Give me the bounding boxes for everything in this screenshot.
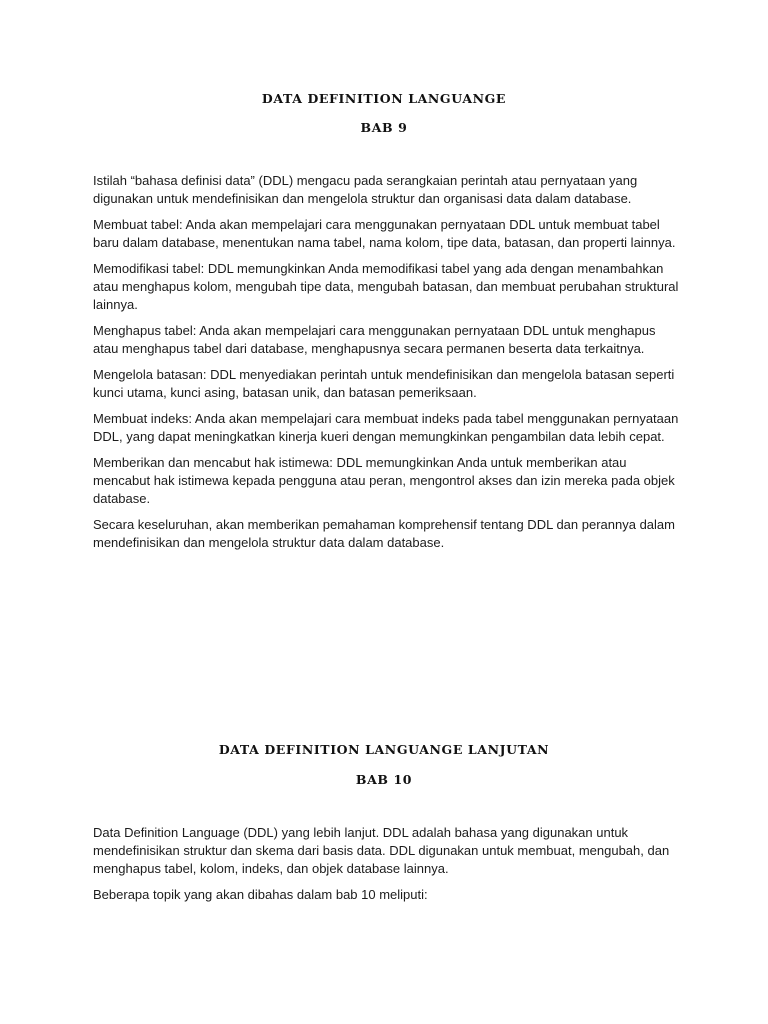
paragraph-topik: Beberapa topik yang akan dibahas dalam bab 10 meliputi: (93, 887, 428, 902)
paragraph-hak-istimewa: Memberikan dan mencabut hak istimewa: DDL memungkinkan Anda untuk memberikan atau mencabut hak istimewa kepada pengguna atau peran, mengontrol akses dan izin mereka pada objek database. (93, 455, 675, 506)
paragraph-intro: Istilah “bahasa definisi data” (DDL) mengacu pada serangkaian perintah atau pernyataan yang digunakan untuk mendefinisikan dan mengelola struktur dan organisasi data dalam database. (93, 173, 638, 206)
paragraph-ddl-lanjut: Data Definition Language (DDL) yang lebih lanjut. DDL adalah bahasa yang digunakan untuk mendefinisikan struktur dan skema dari basis data. DDL digunakan untuk membuat, mengubah, dan menghapus tabel, kolom, indeks, dan objek database lainnya. (93, 825, 670, 876)
chapter-label-bab10: BAB 10 (355, 772, 413, 787)
paragraph-membuat-tabel: Membuat tabel: Anda akan mempelajari cara menggunakan pernyataan DDL untuk membuat tabel baru dalam database, menentukan nama tabel, nama kolom, tipe data, batasan, dan properti lainnya. (93, 217, 676, 250)
section-body-bab9 (93, 172, 683, 560)
paragraph-kesimpulan: Secara keseluruhan, akan memberikan pemahaman komprehensif tentang DDL dan perannya dalam mendefinisikan dan mengelola struktur data dalam database. (93, 517, 675, 550)
paragraph-membuat-indeks: Membuat indeks: Anda akan mempelajari cara membuat indeks pada tabel menggunakan pernyataan DDL, yang dapat meningkatkan kinerja kueri dengan memungkinkan pengambilan data lebih cepat. (93, 411, 679, 444)
paragraph-menghapus-tabel: Menghapus tabel: Anda akan mempelajari cara menggunakan pernyataan DDL untuk menghapus atau menghapus tabel dari database, menghapusnya secara permanen beserta data terkaitnya. (93, 323, 656, 356)
section-body-bab10 (93, 824, 683, 912)
section-title-bab10: DATA DEFINITION LANGUANGE LANJUTAN (218, 742, 550, 757)
section-title-bab9: DATA DEFINITION LANGUANGE (261, 91, 507, 106)
paragraph-mengelola-batasan: Mengelola batasan: DDL menyediakan perintah untuk mendefinisikan dan mengelola batasan seperti kunci utama, kunci asing, batasan unik, dan batasan pemeriksaan. (93, 367, 675, 400)
paragraph-memodifikasi-tabel: Memodifikasi tabel: DDL memungkinkan Anda memodifikasi tabel yang ada dengan menambahkan atau menghapus kolom, mengubah tipe data, mengubah batasan, dan membuat perubahan struktural lainnya. (93, 261, 679, 312)
chapter-label-bab9: BAB 9 (360, 120, 408, 135)
